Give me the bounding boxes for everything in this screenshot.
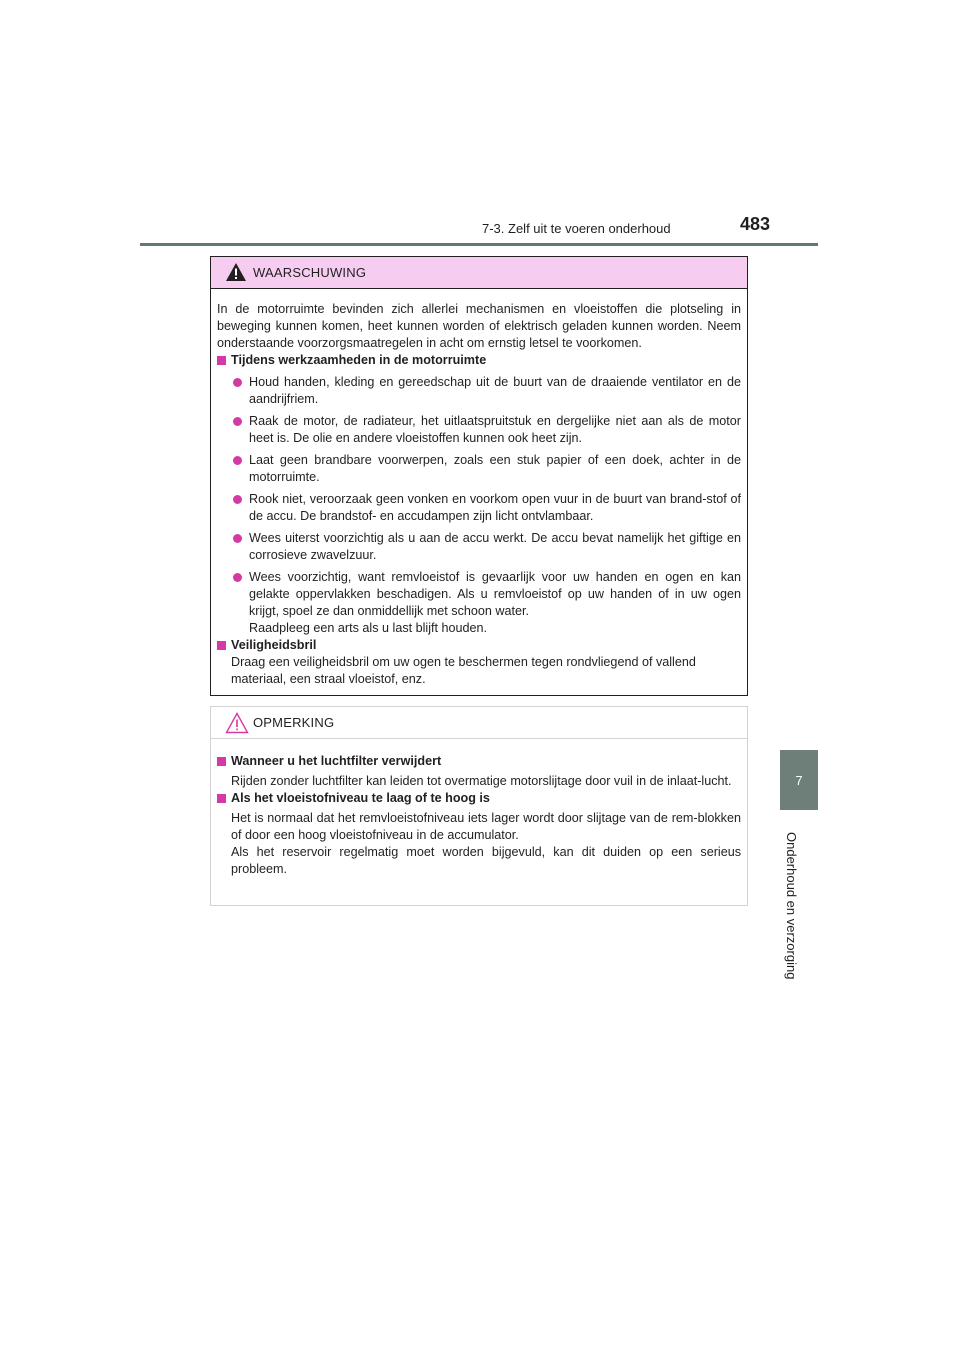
note-section-heading: Als het vloeistofniveau te laag of te hoog is xyxy=(217,790,741,807)
list-item: Laat geen brandbare voorwerpen, zoals een stuk papier of een doek, achter in de motorruimte. xyxy=(217,452,741,486)
header-rule xyxy=(140,243,818,246)
list-item: Rook niet, veroorzaak geen vonken en voorkom open vuur in de buurt van brand-stof of de accu. De brandstof- en accudampen zijn licht ontvlambaar. xyxy=(217,491,741,525)
note-section-heading: Wanneer u het luchtfilter verwijdert xyxy=(217,753,741,770)
list-item: Wees voorzichtig, want remvloeistof is gevaarlijk voor uw handen en ogen en kan gelakte oppervlakken beschadigen. Als u remvloeistof op uw handen of in uw ogen krijgt, spoel ze dan onmiddellijk met schoon water. Raadpleeg een arts als u last blijft houden. xyxy=(217,569,741,637)
note-box xyxy=(210,706,748,906)
round-bullet-icon xyxy=(233,573,242,582)
note-header xyxy=(211,707,747,739)
chapter-tab xyxy=(780,750,818,810)
square-bullet-icon xyxy=(217,641,226,650)
header-section-title: 7-3. Zelf uit te voeren onderhoud xyxy=(482,221,671,236)
round-bullet-icon xyxy=(233,378,242,387)
round-bullet-icon xyxy=(233,417,242,426)
list-item: Raak de motor, de radiateur, het uitlaatspruitstuk en dergelijke niet aan als de motor heet is. De olie en andere vloeistoffen kunnen ook heet zijn. xyxy=(217,413,741,447)
list-item: Houd handen, kleding en gereedschap uit de buurt van de draaiende ventilator en de aandrijfriem. xyxy=(217,374,741,408)
note-section-text: Rijden zonder luchtfilter kan leiden tot overmatige motorslijtage door vuil in de inlaat-lucht. xyxy=(231,774,732,788)
round-bullet-icon xyxy=(233,534,242,543)
note-title: OPMERKING xyxy=(253,715,335,730)
round-bullet-icon xyxy=(233,495,242,504)
warning-intro: In de motorruimte bevinden zich allerlei mechanismen en vloeistoffen die plotseling in beweging kunnen komen, heet kunnen worden of elektrisch geladen kunnen worden. Neem onderstaande voorzorgsmaatregelen in acht om ernstig letsel te voorkomen. xyxy=(217,302,741,350)
warning-section-text: Draag een veiligheidsbril om uw ogen te beschermen tegen rondvliegend of vallend materiaal, een straal vloeistof, enz. xyxy=(231,655,696,686)
chapter-title: Onderhoud en verzorging xyxy=(784,832,799,980)
page-number: 483 xyxy=(740,214,771,234)
square-bullet-icon xyxy=(217,794,226,803)
chapter-number: 7 xyxy=(795,772,803,788)
warning-box xyxy=(210,256,748,696)
warning-triangle-icon xyxy=(225,262,247,282)
note-section-text: Het is normaal dat het remvloeistofniveau iets lager wordt door slijtage van de rem-blokken of door een hoog vloeistofniveau in de accumulator. xyxy=(231,811,741,842)
note-section-text: Als het reservoir regelmatig moet worden bijgevuld, kan dit duiden op een serieus probleem. xyxy=(231,845,741,876)
list-item: Wees uiterst voorzichtig als u aan de accu werkt. De accu bevat namelijk het giftige en corrosieve zwavelzuur. xyxy=(217,530,741,564)
warning-title: WAARSCHUWING xyxy=(253,265,367,280)
warning-header xyxy=(211,257,747,289)
list-item-extra: Raadpleeg een arts als u last blijft houden. xyxy=(249,621,488,635)
warning-section-heading: Tijdens werkzaamheden in de motorruimte xyxy=(217,352,741,369)
warning-section-heading: Veiligheidsbril xyxy=(217,637,741,654)
caution-outline-icon xyxy=(225,712,249,734)
square-bullet-icon xyxy=(217,757,226,766)
round-bullet-icon xyxy=(233,456,242,465)
square-bullet-icon xyxy=(217,356,226,365)
